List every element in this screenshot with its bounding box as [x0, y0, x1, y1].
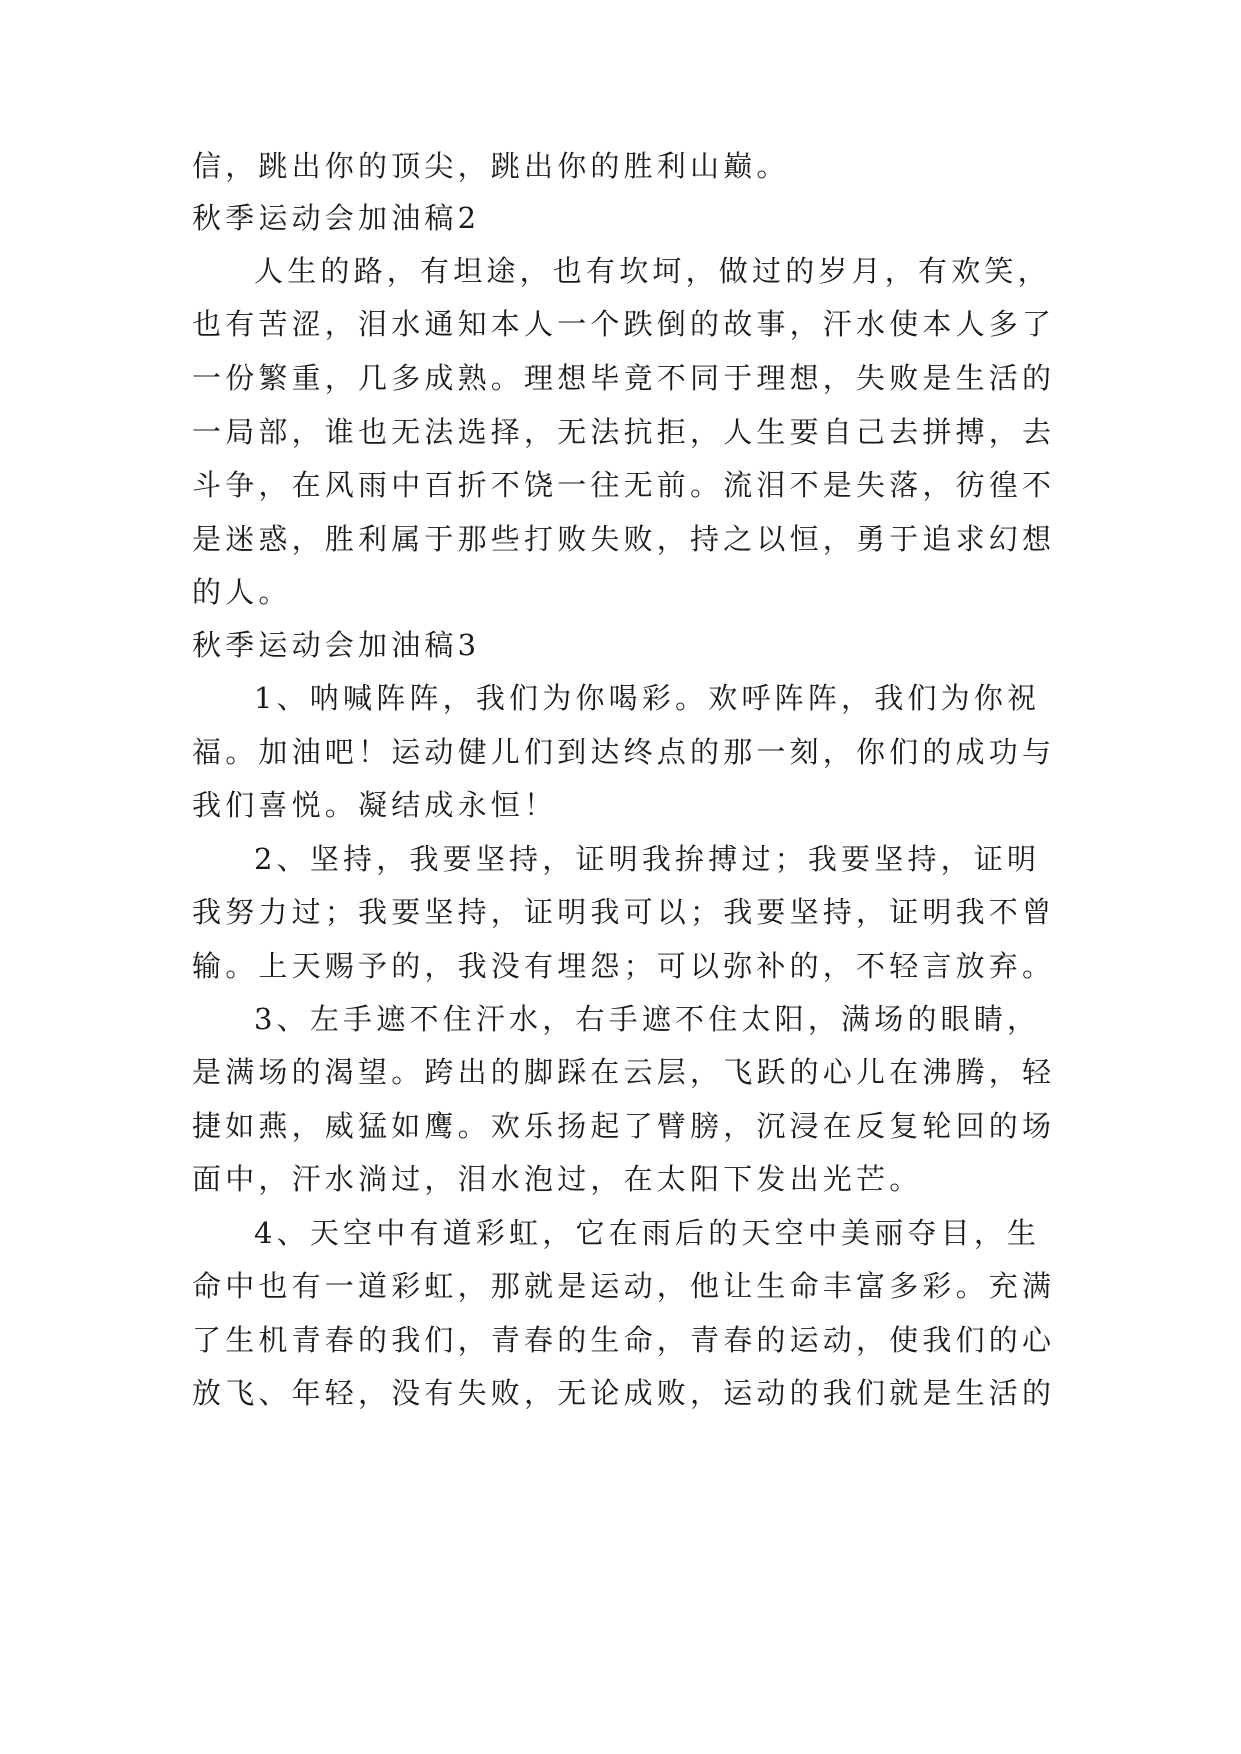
paragraph-first-line: 人生的路，有坦途，也有坎坷，做过的岁月，有欢笑，	[254, 254, 1051, 288]
text-line: 一份繁重，几多成熟。理想毕竟不同于理想，失败是生活的	[192, 361, 1056, 395]
text-line: 的人。	[192, 575, 292, 609]
text-line: 我努力过；我要坚持，证明我可以；我要坚持，证明我不曾	[192, 895, 1056, 929]
section-heading: 秋季运动会加油稿2	[192, 201, 481, 235]
section-heading: 秋季运动会加油稿3	[192, 628, 481, 662]
text-line: 命中也有一道彩虹，那就是运动，他让生命丰富多彩。充满	[192, 1269, 1056, 1303]
text-line: 是迷惑，胜利属于那些打败失败，持之以恒，勇于追求幻想	[192, 522, 1056, 556]
text-line: 输。上天赐予的，我没有埋怨；可以弥补的，不轻言放弃。	[192, 949, 1056, 983]
paragraph-first-line: 1、呐喊阵阵，我们为你喝彩。欢呼阵阵，我们为你祝	[254, 681, 1041, 715]
paragraph-first-line: 3、左手遮不住汗水，右手遮不住太阳，满场的眼睛，	[254, 1002, 1041, 1036]
text-line: 我们喜悦。凝结成永恒！	[192, 788, 558, 822]
text-line: 斗争，在风雨中百折不饶一往无前。流泪不是失落，彷徨不	[192, 468, 1056, 502]
text-line: 捷如燕，威猛如鹰。欢乐扬起了臂膀，沉浸在反复轮回的场	[192, 1109, 1056, 1143]
text-line: 也有苦涩，泪水通知本人一个跌倒的故事，汗水使本人多了	[192, 307, 1056, 341]
text-line: 信，跳出你的顶尖，跳出你的胜利山巅。	[192, 149, 790, 183]
text-line: 面中，汗水淌过，泪水泡过，在太阳下发出光芒。	[192, 1162, 923, 1196]
paragraph-first-line: 4、天空中有道彩虹，它在雨后的天空中美丽夺目，生	[254, 1216, 1041, 1250]
text-line: 福。加油吧！运动健儿们到达终点的那一刻，你们的成功与	[192, 735, 1056, 769]
text-line: 是满场的渴望。跨出的脚踩在云层，飞跃的心儿在沸腾，轻	[192, 1055, 1056, 1089]
paragraph-first-line: 2、坚持，我要坚持，证明我拚搏过；我要坚持，证明	[254, 842, 1041, 876]
text-line: 了生机青春的我们，青春的生命，青春的运动，使我们的心	[192, 1323, 1056, 1357]
text-line: 放飞、年轻，没有失败，无论成败，运动的我们就是生活的	[192, 1376, 1056, 1410]
text-line: 一局部，谁也无法选择，无法抗拒，人生要自己去拼搏，去	[192, 415, 1056, 449]
